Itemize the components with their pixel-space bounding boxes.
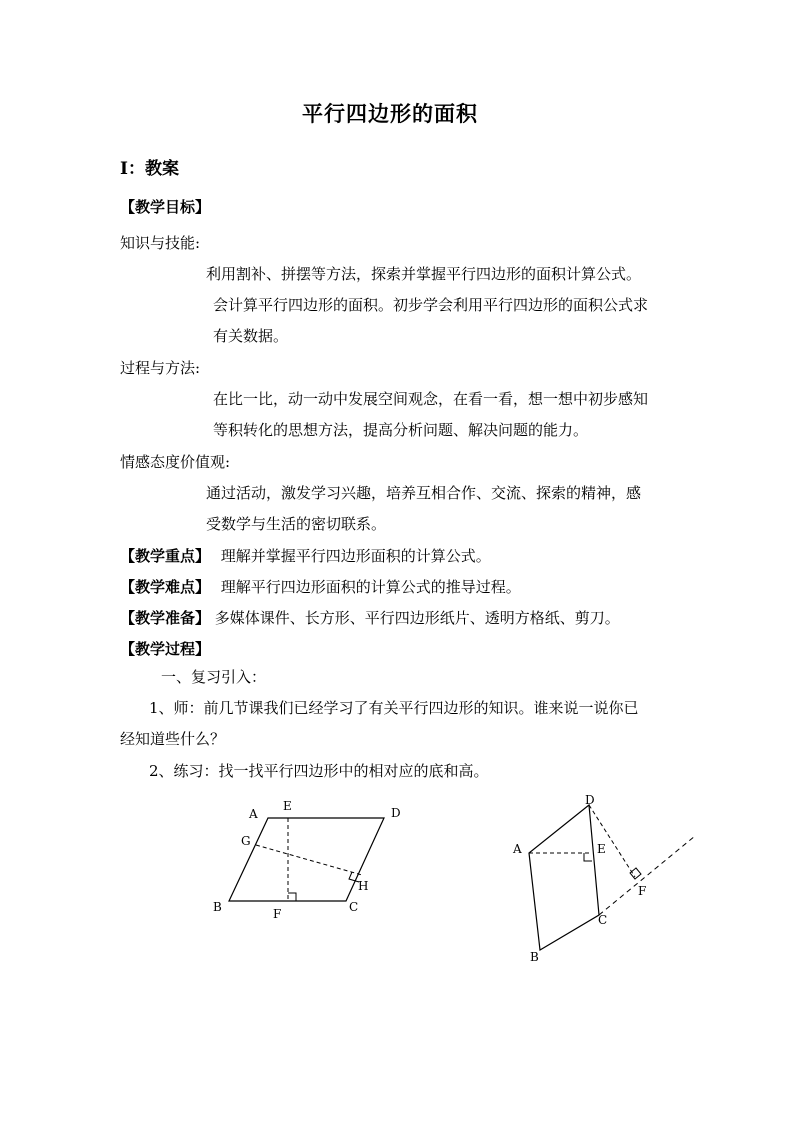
question-1-line-1: 1、师：前几节课我们已经学习了有关平行四边形的知识。谁来说一说你已 [149,699,639,717]
goals-heading: 【教学目标】 [120,198,211,216]
label-a: A [249,807,258,821]
label-g: G [241,834,251,848]
preparation-text: 多媒体课件、长方形、平行四边形纸片、透明方格纸、剪刀。 [214,609,620,627]
label-f-2: F [638,884,647,898]
label-c-2: C [598,913,608,927]
step-review: 一、复习引入： [161,668,267,686]
page-title: 平行四边形的面积 [302,101,478,126]
right-angle-f [288,893,296,901]
label-b: B [213,900,222,914]
key-point-text: 理解并掌握平行四边形面积的计算公式。 [220,547,491,565]
height-gh [256,845,362,875]
right-angle-e [584,853,592,861]
label-e-2: E [597,842,606,856]
process-line-2: 等积转化的思想方法，提高分析问题、解决问题的能力。 [213,421,589,439]
parallelogram-figure-2 [505,790,700,970]
label-e: E [283,799,292,813]
key-point-row [120,545,491,566]
label-h: H [358,879,369,893]
label-c: C [349,900,359,914]
parallelogram-abcd-2 [529,805,599,950]
preparation-row [120,607,620,628]
parallelogram-figure-1 [205,795,420,925]
question-2: 2、练习：找一找平行四边形中的相对应的底和高。 [149,762,489,780]
emotion-line-1: 通过活动，激发学习兴趣，培养互相合作、交流、探索的精神，感 [206,484,642,502]
knowledge-line-3: 有关数据。 [213,327,289,345]
preparation-label: 【教学准备】 [120,609,211,627]
height-df [589,805,635,877]
label-b-2: B [530,950,539,964]
label-f: F [273,907,282,921]
process-heading: 【教学过程】 [120,640,211,658]
knowledge-line-2: 会计算平行四边形的面积。初步学会利用平行四边形的面积公式求 [213,296,649,314]
label-d: D [391,806,401,820]
process-label: 过程与方法: [120,359,201,377]
difficulty-label: 【教学难点】 [120,578,211,596]
difficulty-text: 理解平行四边形面积的计算公式的推导过程。 [220,578,521,596]
emotion-label: 情感态度价值观: [120,453,231,471]
right-angle-f-2 [630,868,641,879]
knowledge-label: 知识与技能: [120,234,201,252]
key-point-label: 【教学重点】 [120,547,211,565]
emotion-line-2: 受数学与生活的密切联系。 [206,515,387,533]
extension-bc [599,836,695,915]
label-a-2: A [513,842,522,856]
section-heading: Ⅰ：教案 [120,159,179,179]
question-1-line-2: 经知道些什么？ [120,730,226,748]
process-line-1: 在比一比，动一动中发展空间观念，在看一看，想一想中初步感知 [213,390,649,408]
knowledge-line-1: 利用割补、拼摆等方法，探索并掌握平行四边形的面积计算公式。 [206,265,642,283]
label-d-2: D [585,793,595,807]
difficulty-row [120,576,521,597]
